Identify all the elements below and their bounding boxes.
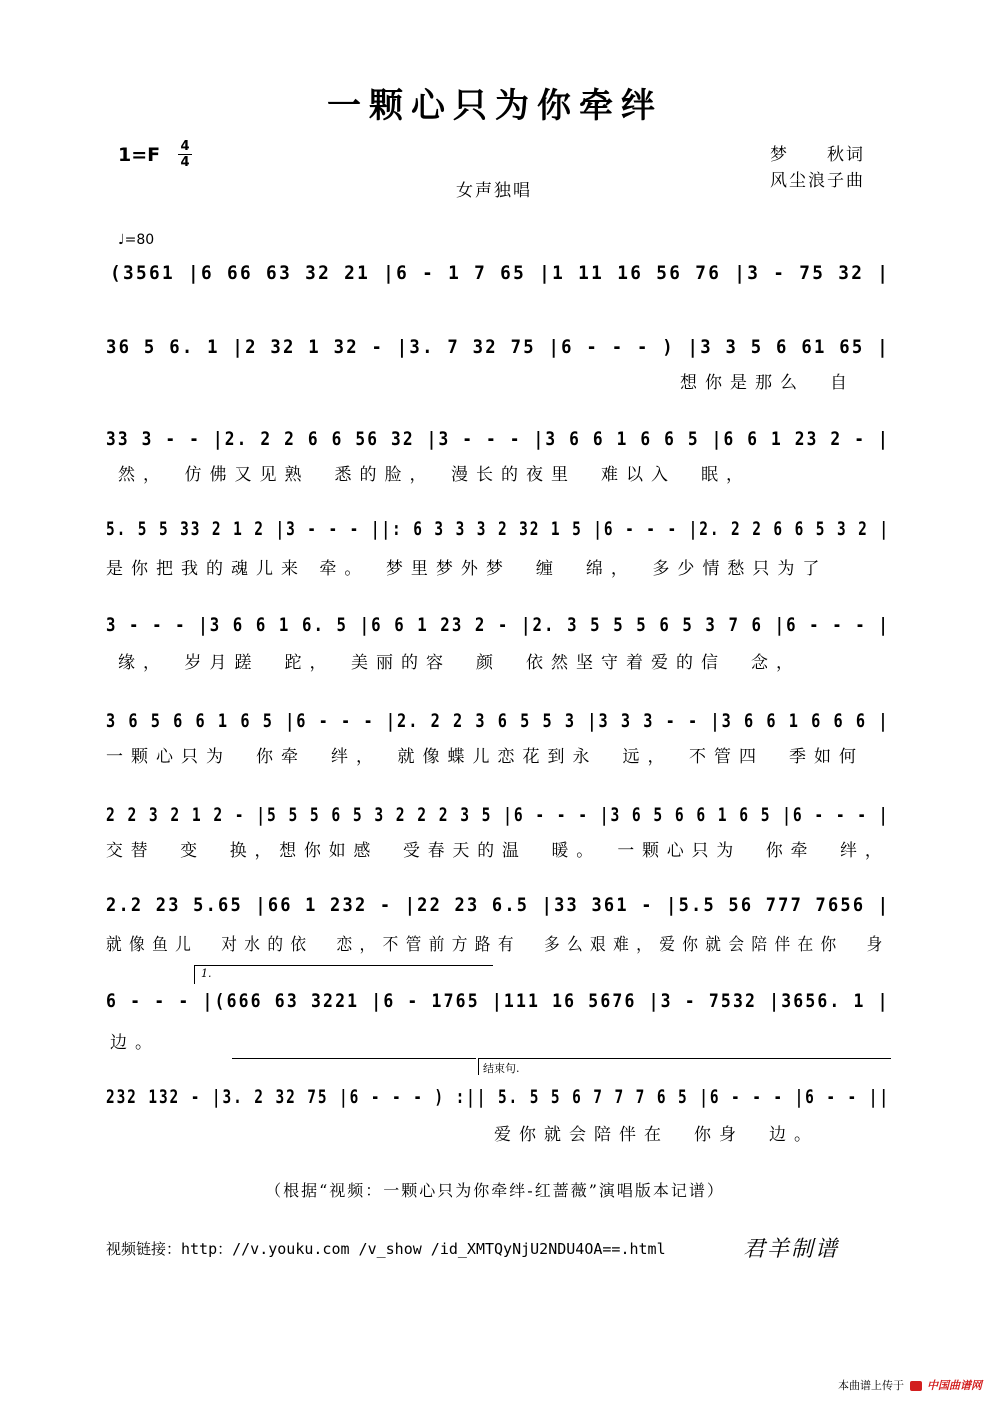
score-line-6 xyxy=(0,706,990,786)
score-line-7 xyxy=(0,800,990,880)
notes-line-3: 33 3 - - |2. 2 2 6 6 56 32 |3 - - - |3 6 6 1 6 6 5 |6 6 1 23 2 - | xyxy=(106,428,890,450)
key-signature: 1=F xyxy=(118,144,161,166)
ending-bracket xyxy=(478,1058,891,1075)
notes-line-1: (3561 |6 66 63 32 21 |6 - 1 7 65 |1 11 16 56 76 |3 - 75 32 | xyxy=(110,262,891,284)
score-line-5 xyxy=(0,610,990,690)
score-line-3 xyxy=(0,424,990,504)
ending-label: 结束句. xyxy=(483,1062,520,1075)
notes-line-4: 5. 5 5 33 2 1 2 |3 - - - ||: 6 3 3 3 2 32 1 5 |6 - - - |2. 2 2 6 6 5 3 2 | xyxy=(106,518,890,540)
notes-line-6: 3 6 5 6 6 1 6 5 |6 - - - |2. 2 2 3 6 5 5 3 |3 3 3 - - |3 6 6 1 6 6 6 | xyxy=(106,710,890,732)
site-logo-icon xyxy=(910,1381,922,1391)
upload-footer xyxy=(838,1377,982,1393)
lyrics-line-4: 是你把我的魂儿来 牵。 梦里梦外梦 缠 绵， 多少情愁只为了 xyxy=(106,559,828,579)
notes-line-9: 6 - - - |(666 63 3221 |6 - 1765 |111 16 5676 |3 - 7532 |3656. 1 | xyxy=(106,990,890,1012)
time-sig-top: 4 xyxy=(180,139,190,154)
score-line-2 xyxy=(0,332,990,412)
lyrics-line-3: 然， 仿佛又见熟 悉的脸， 漫长的夜里 难以入 眠， xyxy=(118,465,751,485)
voice-type: 女声独唱 xyxy=(456,181,532,201)
lyrics-line-7: 交替 变 换，想你如感 受春天的温 暖。 一颗心只为 你牵 绊， xyxy=(106,841,890,861)
tempo-mark: ♩=80 xyxy=(118,232,155,248)
time-signature xyxy=(178,140,192,169)
notes-line-8: 2.2 23 5.65 |66 1 232 - |22 23 6.5 |33 361 - |5.5 56 777 7656 | xyxy=(106,894,891,916)
footer-brand[interactable]: 中国曲谱网 xyxy=(927,1379,982,1392)
score-line-9 xyxy=(0,986,990,1066)
lyricist: 梦 秋词 xyxy=(770,145,865,165)
score-line-10 xyxy=(0,1082,990,1162)
volta-bracket-1 xyxy=(194,965,493,984)
time-sig-bottom: 4 xyxy=(180,155,190,170)
volta-bracket-1-continued xyxy=(232,1058,476,1069)
transcriber-signature: 君羊制谱 xyxy=(743,1237,840,1262)
video-link[interactable]: 视频链接：http：//v.youku.com /v_show /id_XMTQyNjU2NDU4OA==.html xyxy=(106,1240,666,1258)
transcription-credit: （根据“视频：一颗心只为你牵绊-红蔷薇”演唱版本记谱） xyxy=(265,1181,725,1200)
lyrics-line-5: 缘， 岁月蹉 跎， 美丽的容 颜 依然坚守着爱的信 念， xyxy=(118,653,801,673)
lyrics-line-8: 就像鱼儿 对水的依 恋，不管前方路有 多么艰难，爱你就会陪伴在你 身 xyxy=(106,935,890,955)
score-line-1 xyxy=(0,258,990,338)
score-title: 一颗心只为你牵绊 xyxy=(327,86,663,126)
score-line-8 xyxy=(0,890,990,970)
score-line-4 xyxy=(0,514,990,594)
footer-text: 本曲谱上传于 xyxy=(838,1379,904,1392)
lyrics-line-9: 边。 xyxy=(110,1033,160,1053)
notes-line-10: 232 132 - |3. 2 32 75 |6 - - - ) :|| 5. 5 5 6 7 7 7 6 5 |6 - - - |6 - - || xyxy=(106,1086,890,1108)
lyrics-line-10: 爱你就会陪伴在 你身 边。 xyxy=(494,1125,819,1145)
volta-label-1: 1. xyxy=(201,967,212,980)
notes-line-5: 3 - - - |3 6 6 1 6. 5 |6 6 1 23 2 - |2. 3 5 5 5 6 5 3 7 6 |6 - - - | xyxy=(106,614,890,636)
lyrics-line-6: 一颗心只为 你牵 绊， 就像蝶儿恋花到永 远， 不管四 季如何 xyxy=(106,747,864,767)
notes-line-7: 2 2 3 2 1 2 - |5 5 5 6 5 3 2 2 2 3 5 |6 - - - |3 6 5 6 6 1 6 5 |6 - - - | xyxy=(106,804,890,826)
notes-line-2: 36 5 6. 1 |2 32 1 32 - |3. 7 32 75 |6 - - - ) |3 3 5 6 61 65 | xyxy=(106,336,890,358)
lyrics-line-2: 想你是那么 自 xyxy=(680,373,855,393)
composer: 风尘浪子曲 xyxy=(770,171,865,191)
